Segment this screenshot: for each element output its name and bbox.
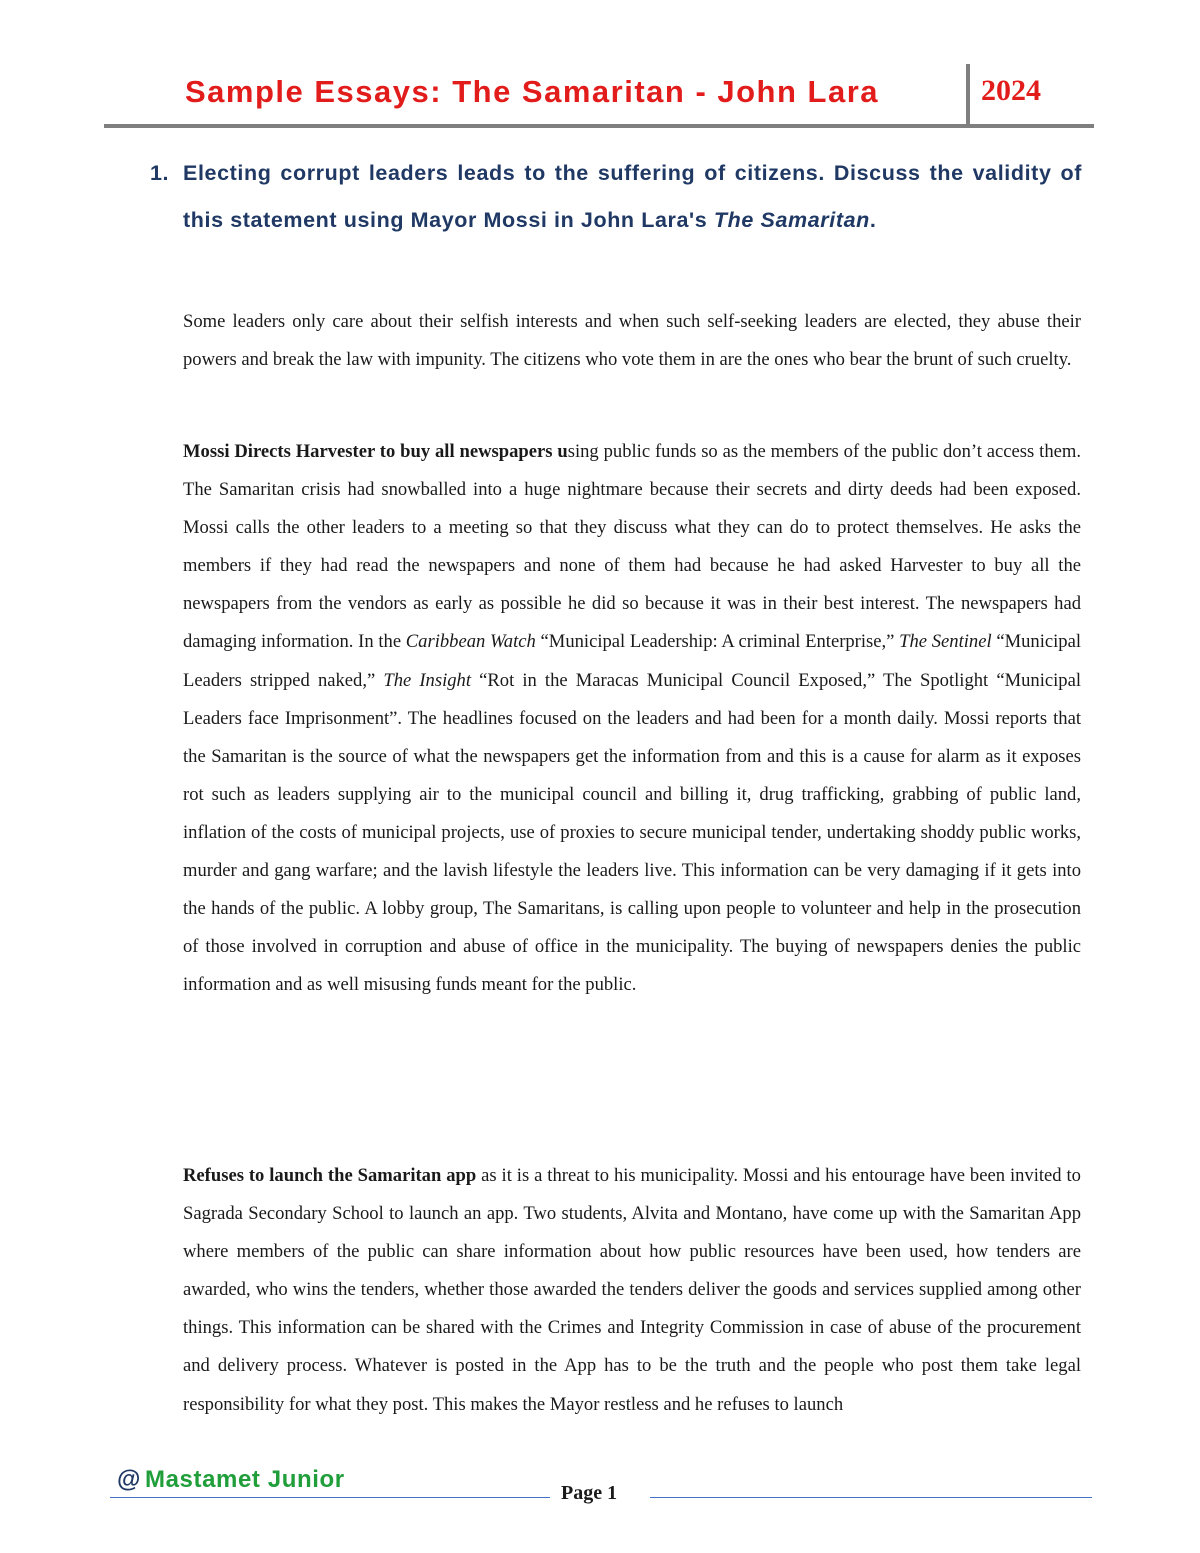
header-title: Sample Essays: The Samaritan - John Lara [185, 74, 880, 109]
paragraph-newspapers [183, 433, 1081, 1004]
footer-at-symbol: @ [117, 1466, 142, 1493]
header-divider [966, 64, 970, 126]
paragraph-newspapers-text-b: “Municipal Leadership: A criminal Enterprise,” [535, 631, 900, 653]
question-book-title: The Samaritan [713, 207, 870, 232]
caribbean-watch-title: Caribbean Watch [405, 631, 536, 653]
paragraph-newspapers-text-d: “Rot in the Maracas Municipal Council Exposed,” The Spotlight “Municipal Leaders face Imprisonment”. The headlines focused on the leaders and had been for a month daily. Mossi reports that the Samaritan is the source of what the newspapers get the information from and this is a cause for alarm as it exposes rot such as leaders supplying air to the municipal council and billing it, drug trafficking, grabbing of public land, inflation of the costs of municipal projects, use of proxies to secure municipal tender, undertaking shoddy public works, murder and gang warfare; and the lavish lifestyle the leaders live. This information can be very damaging if it gets into the hands of the public. A lobby group, The Samaritans, is calling upon people to volunteer and help in the prosecution of those involved in corruption and abuse of office in the municipality. The buying of newspapers denies the public information and as well misusing funds meant for the public. [183, 669, 1081, 996]
paragraph-samaritan-app [183, 1157, 1081, 1424]
footer-rule-right [650, 1497, 1092, 1498]
essay-question [150, 150, 1082, 243]
paragraph-newspapers-lead: Mossi Directs Harvester to buy all newspapers u [183, 441, 568, 462]
footer-page-number: Page 1 [561, 1482, 618, 1504]
intro-paragraph [183, 303, 1081, 379]
footer-author-name: Mastamet Junior [145, 1466, 345, 1493]
paragraph-app-lead: Refuses to launch the Samaritan app [183, 1165, 477, 1186]
paragraph-newspapers-text-a: sing public funds so as the members of the public don’t access them. The Samaritan crisis had snowballed into a huge nightmare because their secrets and dirty deeds had been exposed. Mossi calls the other leaders to a meeting so that they discuss what they can do to protect themselves. He asks the members if they had read the newspapers and none of them had because he had asked Harvester to buy all the newspapers from the vendors as early as possible he did so because it was in their best interest. The newspapers had damaging information. In the [183, 441, 1081, 653]
intro-text: Some leaders only care about their selfish interests and when such self-seeking leaders are elected, they abuse their powers and break the law with impunity. The citizens who vote them in are the ones who bear the brunt of such cruelty. [183, 311, 1081, 371]
question-text [183, 150, 1082, 243]
paragraph-newspapers-text-c: “Municipal Leaders stripped naked,” [183, 631, 1082, 691]
header-rule [104, 124, 1094, 128]
footer-author [117, 1466, 345, 1494]
the-sentinel-title: The Sentinel [899, 631, 992, 653]
header-year: 2024 [981, 74, 1041, 107]
question-text-end: . [869, 207, 877, 232]
the-insight-title: The Insight [383, 669, 472, 691]
footer-rule-left [110, 1497, 550, 1498]
question-number: 1. [150, 161, 170, 185]
question-text-plain: Electing corrupt leaders leads to the suffering of citizens. Discuss the validity of this statement using Mayor Mossi in John Lara's [183, 161, 1082, 232]
paragraph-app-text: as it is a threat to his municipality. Mossi and his entourage have been invited to Sagrada Secondary School to launch an app. Two students, Alvita and Montano, have come up with the Samaritan App where members of the public can share information about how public resources have been used, how tenders are awarded, who wins the tenders, whether those awarded the tenders deliver the goods and services supplied among other things. This information can be shared with the Crimes and Integrity Commission in case of abuse of the procurement and delivery process. Whatever is posted in the App has to be the truth and the people who post them take legal responsibility for what they post. This makes the Mayor restless and he refuses to launch [183, 1165, 1081, 1415]
